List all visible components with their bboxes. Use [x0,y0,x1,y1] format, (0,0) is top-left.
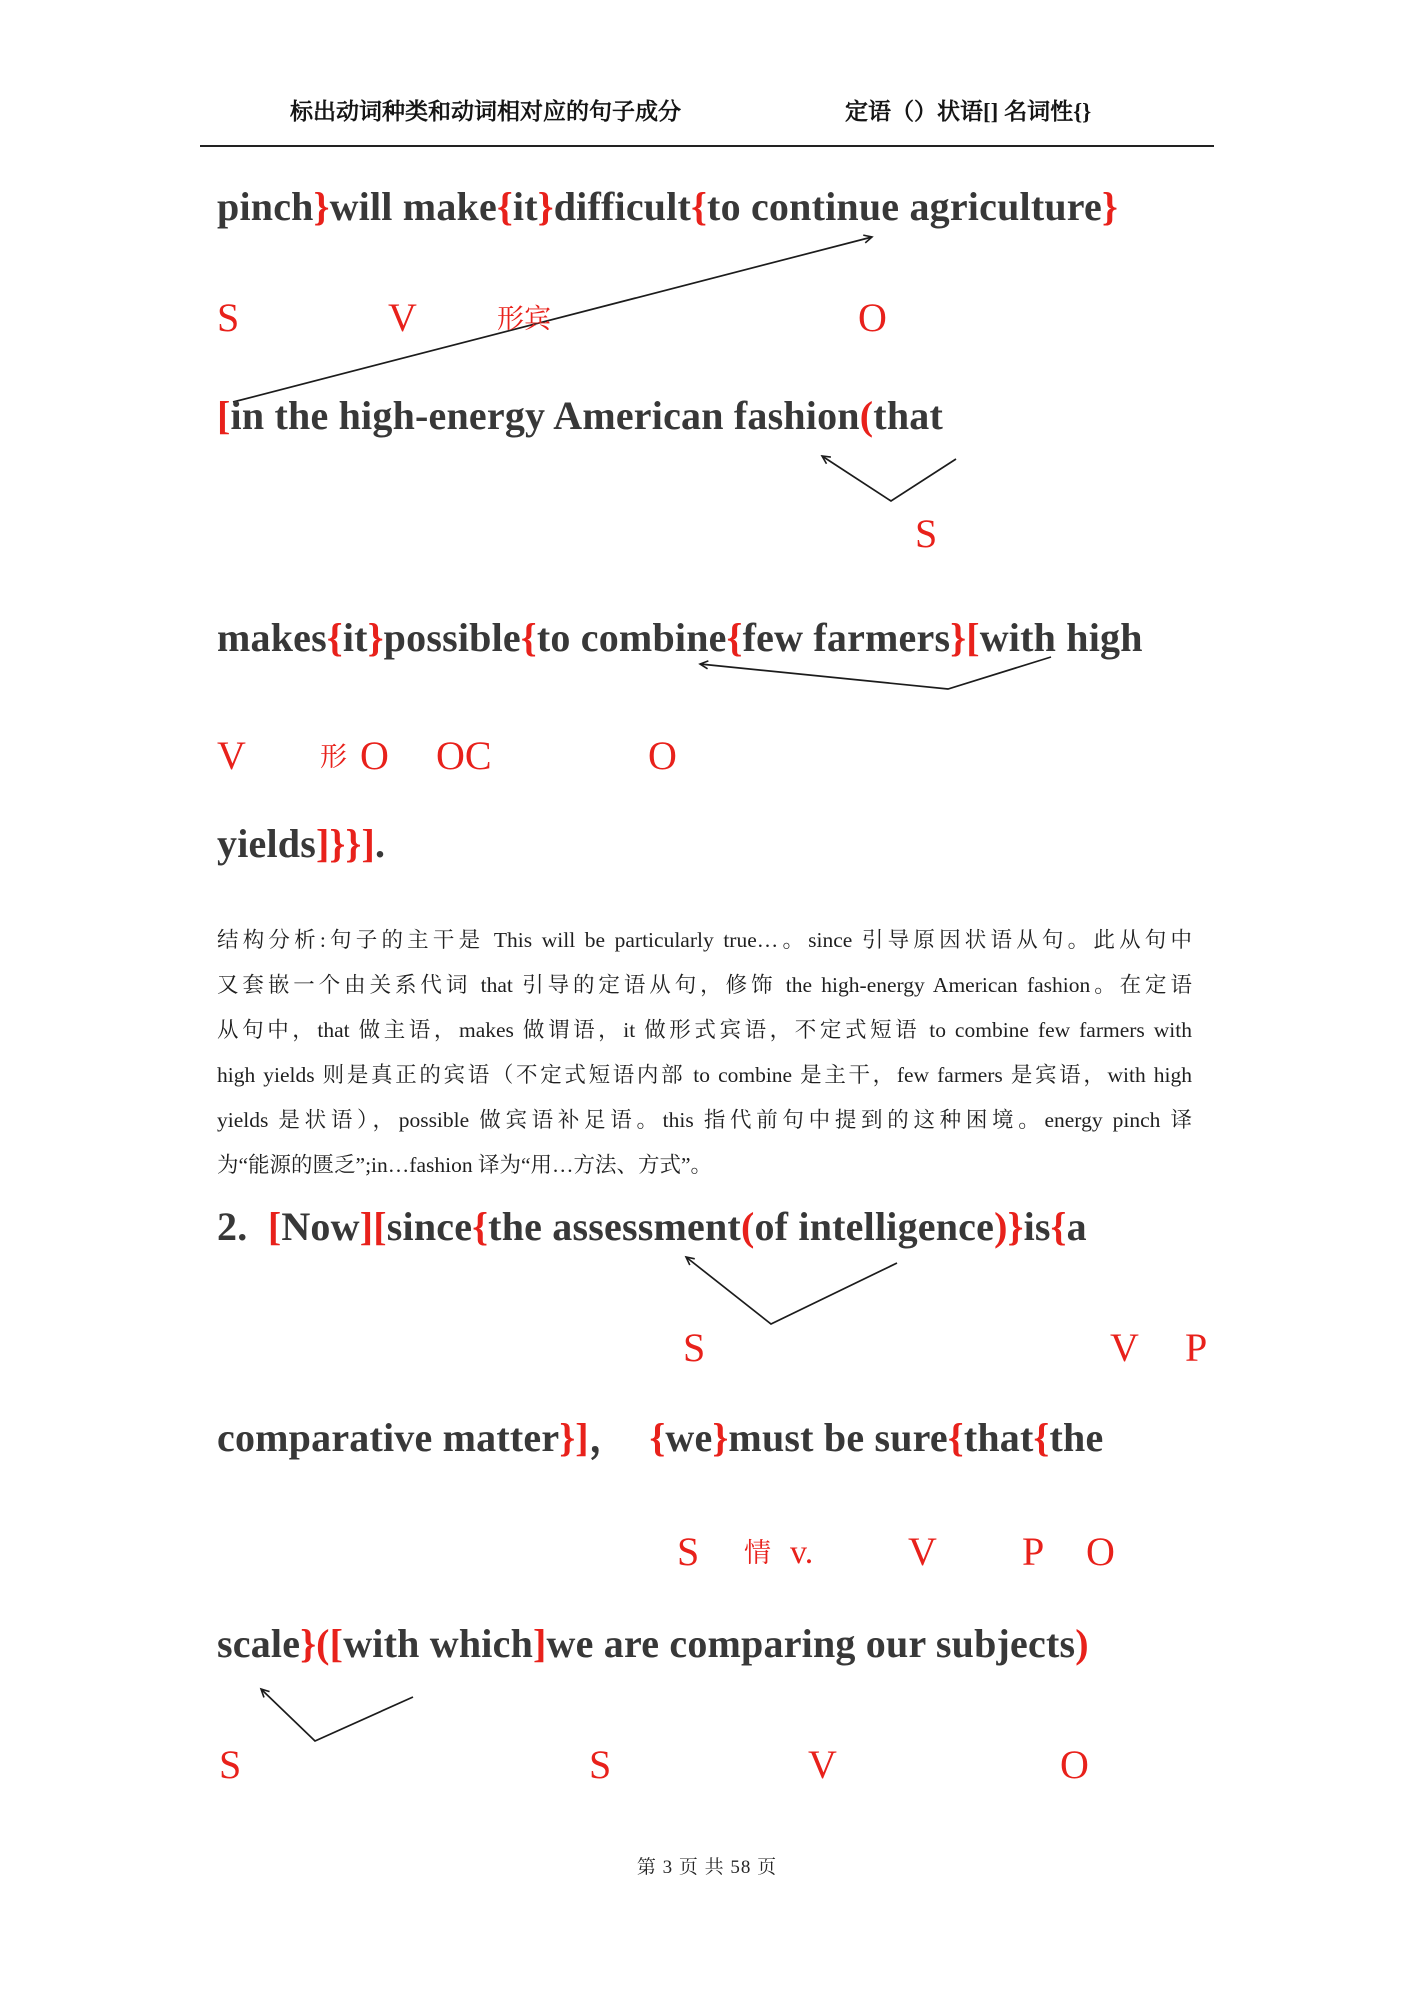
grammar-marker: V [908,1529,937,1574]
header-legend-right: 定语（）状语[] 名词性{} [845,99,1092,124]
grammar-marker: V [1110,1325,1139,1370]
grammar-marker: P [1022,1529,1045,1574]
analysis-line: yields 是状语），possible 做宾语补足语。this 指代前句中提到的这种困境。energy pinch 译 [217,1108,1192,1132]
arrow-fashion-that [822,456,956,501]
bracket-mark: { [1050,1204,1067,1249]
sentence-text: with high [979,615,1143,660]
bracket-mark: { [726,615,743,660]
sentence-text: comparative matter [217,1415,560,1460]
sentence-text: yields [217,821,316,866]
grammar-marker: O [648,733,677,778]
arrow-scale [261,1689,413,1741]
sentence-text: that [873,393,943,438]
sentence-text: that [963,1415,1034,1460]
sentence-text: scale [217,1621,301,1666]
grammar-marker: S [589,1742,612,1787]
arrow-assessment [686,1257,897,1324]
sentence-text: possible [383,615,521,660]
bracket-mark: [ [267,1204,282,1249]
sentence-line-2 [217,392,943,439]
bracket-mark: { [520,615,537,660]
marker-row-4 [0,1326,1414,1378]
sentence-line-6 [217,1406,1103,1463]
bracket-mark: { [326,615,343,660]
sentence-text: with which [343,1621,534,1666]
bracket-mark: { [1033,1415,1050,1460]
marker-row-1 [0,296,1414,348]
analysis-line: 从句中，that 做主语，makes 做谓语，it 做形式宾语，不定式短语 to combine few farmers with [217,1018,1192,1042]
sentence-text: will make [329,184,497,229]
marker-row-5 [0,1530,1414,1582]
bracket-mark: )} [994,1204,1024,1249]
grammar-marker: V [808,1742,837,1787]
marker-row-2 [0,512,1414,564]
bracket-mark: }([ [300,1621,344,1666]
bracket-mark: { [691,184,708,229]
sentence-line-5 [217,1203,1087,1250]
bracket-mark: } [712,1415,729,1460]
sentence-text: to continue agriculture [707,184,1102,229]
sentence-text: Now [281,1204,360,1249]
grammar-marker: OC [436,733,492,778]
sentence-text: since [386,1204,473,1249]
sentence-text: it [512,184,538,229]
sentence-line-3 [217,614,1143,661]
sentence-text: must be sure [728,1415,948,1460]
bracket-mark: ( [859,393,874,438]
grammar-marker: S [217,295,240,340]
sentence-line-4 [217,820,385,867]
grammar-marker: S [683,1325,706,1370]
arrow-to-combine [700,657,1051,689]
grammar-marker: V [217,733,246,778]
grammar-marker: 情 [744,1538,771,1568]
bracket-mark: ) [1075,1621,1089,1666]
grammar-marker: v. [790,1534,814,1571]
bracket-mark: { [496,184,513,229]
sentence-text: few farmers [742,615,951,660]
sentence-text: ， [588,1415,650,1460]
grammar-marker: P [1185,1325,1208,1370]
grammar-marker: 形宾 [497,304,551,334]
sentence-text: we [665,1415,713,1460]
grammar-marker: 形 [320,742,347,772]
analysis-line: 结构分析:句子的主干是 This will be particularly true…。since 引导原因状语从句。此从句中 [217,928,1192,952]
grammar-marker: S [219,1742,242,1787]
grammar-marker: O [1086,1529,1115,1574]
sentence-text: makes [217,615,327,660]
grammar-marker: V [388,295,417,340]
bracket-mark: { [472,1204,489,1249]
bracket-mark: } [313,184,330,229]
sentence-text: it [342,615,368,660]
bracket-mark: ] [533,1621,547,1666]
page-number: 第 3 页 共 58 页 [636,1857,778,1878]
bracket-mark: } [537,184,554,229]
grammar-marker: S [915,511,938,556]
bracket-mark: { [947,1415,964,1460]
sentence-text: of intelligence [754,1204,995,1249]
bracket-mark: }] [559,1415,589,1460]
grammar-marker: O [1060,1742,1089,1787]
analysis-paragraph [217,918,1192,1188]
grammar-marker: O [360,733,389,778]
analysis-line: high yields 则是真正的宾语（不定式短语内部 to combine 是主干，few farmers 是宾语，with high [217,1063,1192,1087]
sentence-text: difficult [553,184,692,229]
grammar-marker: S [677,1529,700,1574]
sentence-line-7 [217,1620,1089,1667]
bracket-mark: ( [740,1204,755,1249]
bracket-mark: [ [217,393,231,438]
sentence-text: the assessment [488,1204,741,1249]
sentence-line-1 [217,183,1118,230]
bracket-mark: } [1101,184,1118,229]
sentence-text: is [1023,1204,1051,1249]
grammar-marker: O [858,295,887,340]
bracket-mark: } [367,615,384,660]
sentence-text: . [374,821,386,866]
sentence-text: 2. [217,1204,268,1249]
analysis-line: 为“能源的匮乏”;in…fashion 译为“用…方法、方式”。 [217,1153,713,1177]
marker-row-6 [0,1743,1414,1795]
header-title-left: 标出动词种类和动词相对应的句子成分 [290,99,681,124]
bracket-mark: ][ [359,1204,387,1249]
sentence-text: to combine [536,615,727,660]
sentence-text: a [1066,1204,1087,1249]
sentence-text: pinch [217,184,314,229]
sentence-text: the [1049,1415,1104,1460]
bracket-mark: ]}}] [316,821,375,866]
sentence-text: we are comparing our subjects [546,1621,1076,1666]
sentence-text: in the high-energy American fashion [230,393,860,438]
header-rule [200,145,1214,147]
bracket-mark: }[ [950,615,980,660]
marker-row-3 [0,734,1414,786]
bracket-mark: { [649,1415,666,1460]
analysis-line: 又套嵌一个由关系代词 that 引导的定语从句，修饰 the high-energy American fashion。在定语 [217,973,1192,997]
